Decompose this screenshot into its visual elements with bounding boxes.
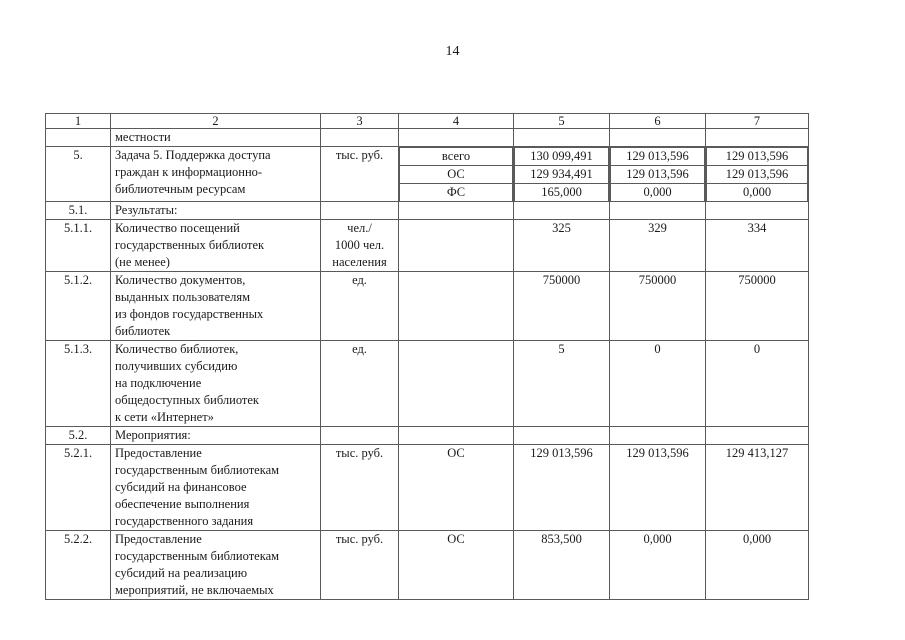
table-row	[46, 531, 809, 600]
header-cell-2: 2	[111, 114, 321, 129]
table-row	[46, 341, 809, 427]
values-col-5: 130 099,491 129 934,491 165,000	[514, 147, 610, 202]
row-unit: тыс. руб.	[321, 531, 399, 600]
value-col-6: 329	[610, 220, 706, 272]
row-number: 5.	[46, 147, 111, 202]
row-unit: тыс. руб.	[321, 445, 399, 531]
table-row	[46, 129, 809, 147]
value-col-7: 0,000	[706, 531, 809, 600]
funding-sources: всего ОС ФС	[399, 147, 514, 202]
header-cell-7: 7	[706, 114, 809, 129]
table-row	[46, 202, 809, 220]
table-row	[46, 427, 809, 445]
row-name: Результаты:	[111, 202, 321, 220]
value-col-5: 325	[514, 220, 610, 272]
row-name: Задача 5. Поддержка доступа граждан к информационно- библиотечным ресурсам	[111, 147, 321, 202]
header-cell-1: 1	[46, 114, 111, 129]
value-col-7: 750000	[706, 272, 809, 341]
value-col-5: 853,500	[514, 531, 610, 600]
row-name: местности	[111, 129, 321, 147]
page-number: 14	[445, 44, 460, 59]
value-col-7: 0	[706, 341, 809, 427]
program-table	[45, 113, 809, 600]
value-col-5: 5	[514, 341, 610, 427]
row-name: Количество библиотек, получивших субсидию на подключение общедоступных библиотек к сети «Интернет»	[111, 341, 321, 427]
header-cell-3: 3	[321, 114, 399, 129]
header-cell-6: 6	[610, 114, 706, 129]
value-col-5: 129 013,596	[514, 445, 610, 531]
row-unit: ед.	[321, 341, 399, 427]
table-row	[46, 147, 809, 202]
row-number: 5.1.1.	[46, 220, 111, 272]
row-number: 5.1.	[46, 202, 111, 220]
row-number: 5.2.2.	[46, 531, 111, 600]
value-col-6: 750000	[610, 272, 706, 341]
row-name: Предоставление государственным библиотекам субсидий на реализацию мероприятий, не включаемых	[111, 531, 321, 600]
value-col-5: 750000	[514, 272, 610, 341]
value-col-7: 334	[706, 220, 809, 272]
header-row	[46, 114, 809, 129]
row-number: 5.1.3.	[46, 341, 111, 427]
header-cell-4: 4	[399, 114, 514, 129]
table-row	[46, 445, 809, 531]
table-row	[46, 220, 809, 272]
value-col-6: 129 013,596	[610, 445, 706, 531]
header-cell-5: 5	[514, 114, 610, 129]
row-source: ОС	[399, 445, 514, 531]
table-row	[46, 272, 809, 341]
row-name: Предоставление государственным библиотекам субсидий на финансовое обеспечение выполнения государственного задания	[111, 445, 321, 531]
row-name: Количество посещений государственных библиотек (не менее)	[111, 220, 321, 272]
value-col-7: 129 413,127	[706, 445, 809, 531]
row-unit: чел./ 1000 чел. населения	[321, 220, 399, 272]
row-source: ОС	[399, 531, 514, 600]
row-name: Количество документов, выданных пользователям из фондов государственных библиотек	[111, 272, 321, 341]
row-number: 5.2.	[46, 427, 111, 445]
row-number: 5.2.1.	[46, 445, 111, 531]
value-col-6: 0,000	[610, 531, 706, 600]
values-col-7: 129 013,596 129 013,596 0,000	[706, 147, 809, 202]
row-unit: ед.	[321, 272, 399, 341]
value-col-6: 0	[610, 341, 706, 427]
row-number: 5.1.2.	[46, 272, 111, 341]
row-unit: тыс. руб.	[321, 147, 399, 202]
values-col-6: 129 013,596 129 013,596 0,000	[610, 147, 706, 202]
row-name: Мероприятия:	[111, 427, 321, 445]
